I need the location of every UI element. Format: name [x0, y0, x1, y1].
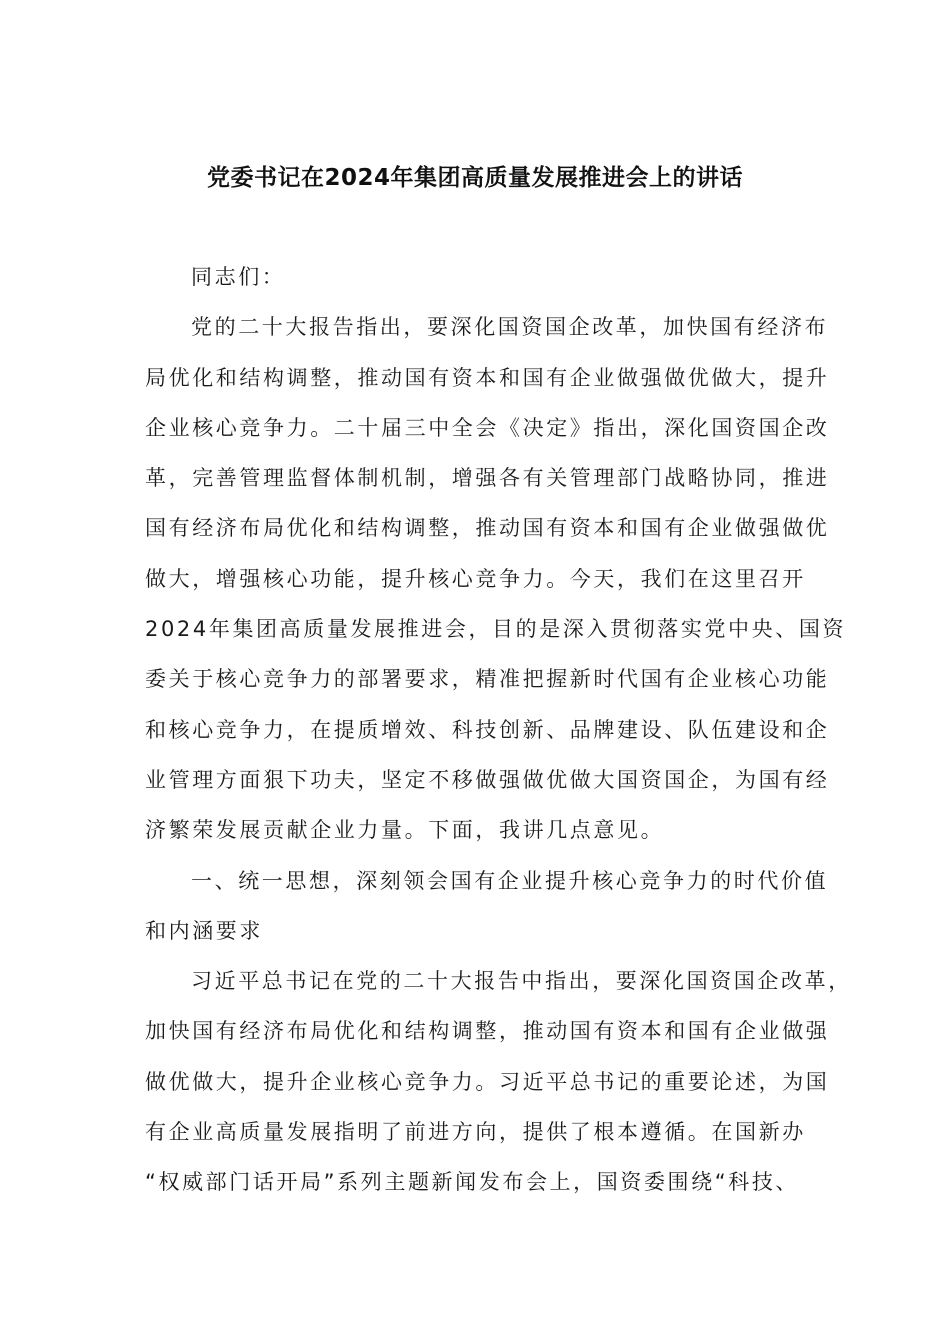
- body-line: 加快国有经济布局优化和结构调整，推动国有资本和国有企业做强: [145, 1019, 830, 1044]
- body-line: 和内涵要求: [145, 918, 263, 943]
- document-title: 党委书记在2024年集团高质量发展推进会上的讲话: [206, 165, 743, 191]
- body-line: 做优做大，提升企业核心竞争力。习近平总书记的重要论述，为国: [145, 1069, 830, 1094]
- body-line: 党的二十大报告指出，要深化国资国企改革，加快国有经济布: [191, 315, 829, 340]
- body-line: 同志们：: [191, 265, 286, 289]
- body-line: 国有经济布局优化和结构调整，推动国有资本和国有企业做强做优: [145, 516, 830, 541]
- body-line: 革，完善管理监督体制机制，增强各有关管理部门战略协同，推进: [145, 466, 830, 491]
- body-line: 委关于核心竞争力的部署要求，精准把握新时代国有企业核心功能: [145, 667, 830, 692]
- body-line: 一、统一思想，深刻领会国有企业提升核心竞争力的时代价值: [191, 868, 829, 893]
- body-line: 习近平总书记在党的二十大报告中指出，要深化国资国企改革，: [191, 969, 852, 994]
- body-line: 和核心竞争力，在提质增效、科技创新、品牌建设、队伍建设和企: [145, 717, 830, 742]
- body-line: 业管理方面狠下功夫，坚定不移做强做优做大国资国企，为国有经: [145, 767, 830, 792]
- body-line: 济繁荣发展贡献企业力量。下面，我讲几点意见。: [145, 818, 665, 843]
- body-line: 局优化和结构调整，推动国有资本和国有企业做强做优做大，提升: [145, 365, 830, 390]
- body-line: 有企业高质量发展指明了前进方向，提供了根本遵循。在国新办: [145, 1120, 806, 1145]
- body-line: 2024年集团高质量发展推进会，目的是深入贯彻落实党中央、国资: [145, 617, 847, 642]
- body-line: 企业核心竞争力。二十届三中全会《决定》指出，深化国资国企改: [145, 415, 830, 440]
- document-body: [145, 252, 852, 1208]
- body-line: 做大，增强核心功能，提升核心竞争力。今天，我们在这里召开: [145, 566, 806, 591]
- body-line: “权威部门话开局”系列主题新闻发布会上，国资委围绕“科技、: [145, 1170, 800, 1195]
